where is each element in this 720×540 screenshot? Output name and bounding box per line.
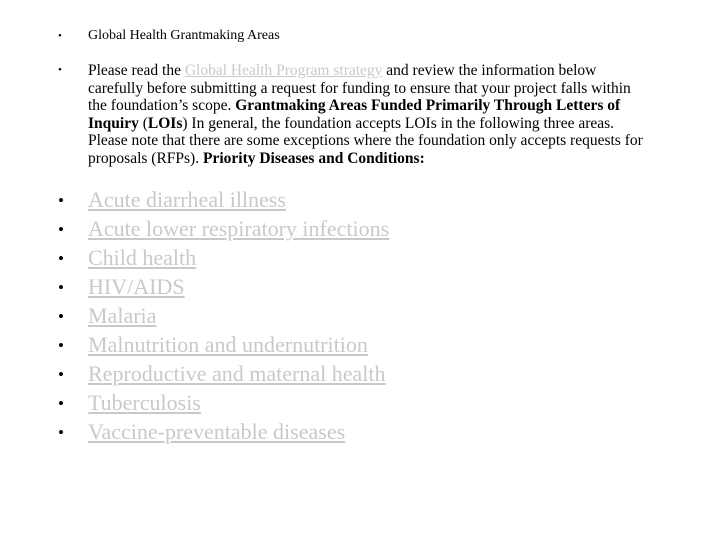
- list-item: [0, 186, 720, 215]
- section-heading: Global Health Grantmaking Areas: [88, 28, 280, 43]
- grantmaking-areas-bold: Grantmaking Areas Funded Primarily Through Letters of Inquiry: [88, 97, 621, 132]
- disease-link-acute-lower-respiratory-infections[interactable]: Acute lower respiratory infections: [88, 216, 390, 241]
- list-item: [0, 418, 720, 447]
- list-item: [0, 244, 720, 273]
- intro-paragraph: [88, 62, 643, 167]
- bullet-icon: •: [58, 365, 64, 384]
- disease-link-malnutrition[interactable]: Malnutrition and undernutrition: [88, 332, 368, 357]
- lois-bold: LOIs: [147, 114, 183, 132]
- disease-link-acute-diarrheal-illness[interactable]: Acute diarrheal illness: [88, 187, 286, 212]
- intro-body: In general, the foundation accepts LOIs in the following three areas. Please note that there are some exceptions where the foundation only accepts requests for proposals (RFPs).: [88, 114, 643, 167]
- bullet-icon: •: [58, 336, 64, 355]
- bullet-icon: •: [58, 30, 62, 42]
- bullet-icon: •: [58, 249, 64, 268]
- disease-link-hiv-aids[interactable]: HIV/AIDS: [88, 274, 185, 299]
- bullet-icon: •: [58, 64, 62, 76]
- priority-heading-bold: Priority Diseases and Conditions:: [202, 149, 425, 167]
- list-item: [0, 331, 720, 360]
- disease-link-tuberculosis[interactable]: Tuberculosis: [88, 390, 201, 415]
- list-item: [0, 302, 720, 331]
- disease-link-reproductive-maternal-health[interactable]: Reproductive and maternal health: [88, 361, 386, 386]
- list-item: [0, 389, 720, 418]
- paren-close: ): [182, 114, 188, 132]
- strategy-link[interactable]: Global Health Program strategy: [184, 62, 383, 79]
- bullet-icon: •: [58, 191, 64, 210]
- bullet-icon: •: [58, 394, 64, 413]
- list-item: [0, 215, 720, 244]
- list-item: [0, 273, 720, 302]
- disease-link-vaccine-preventable-diseases[interactable]: Vaccine-preventable diseases: [88, 419, 346, 444]
- disease-link-child-health[interactable]: Child health: [88, 245, 197, 270]
- intro-after-link: and review the information below carefully before submitting a request for funding to ensure that your project falls within the foundation’s scope.: [88, 62, 631, 114]
- intro-lead: Please read the: [88, 62, 185, 79]
- bullet-icon: •: [58, 423, 64, 442]
- bullet-icon: •: [58, 307, 64, 326]
- bullet-icon: •: [58, 278, 64, 297]
- disease-link-malaria[interactable]: Malaria: [88, 303, 157, 328]
- bullet-icon: •: [58, 220, 64, 239]
- list-item: [0, 360, 720, 389]
- disease-list: [0, 186, 720, 447]
- paren-open: (: [138, 114, 148, 132]
